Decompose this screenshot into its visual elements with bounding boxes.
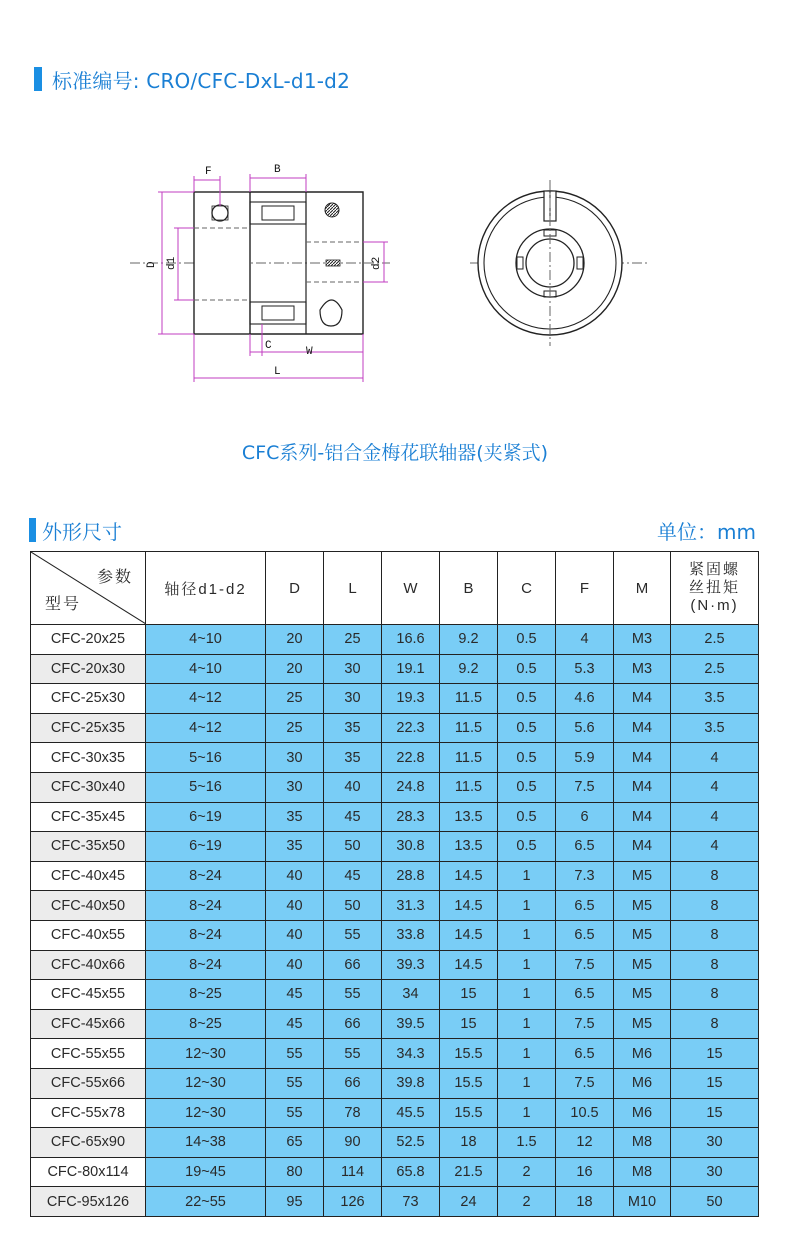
table-row [31,802,759,832]
section-title: 外形尺寸 [42,519,122,544]
table-cell: 80 [266,1157,324,1187]
table-cell: 22.3 [382,713,440,743]
table-cell: 15 [671,1098,759,1128]
table-cell: 1 [498,1039,556,1069]
model-cell: CFC-35x50 [31,832,146,862]
table-cell: 1 [498,980,556,1010]
header-cell: 轴径d1-d2 [146,552,266,625]
model-cell: CFC-65x90 [31,1128,146,1158]
table-row [31,1009,759,1039]
table-cell: 14.5 [440,920,498,950]
table-cell: 34 [382,980,440,1010]
table-row [31,654,759,684]
header-cell: F [556,552,614,625]
table-cell: 3.5 [671,713,759,743]
table-cell: 11.5 [440,772,498,802]
model-cell: CFC-80x114 [31,1157,146,1187]
table-cell: 30 [671,1157,759,1187]
table-cell: 40 [266,920,324,950]
header-cell: L [324,552,382,625]
table-cell: 0.5 [498,832,556,862]
table-cell: 31.3 [382,891,440,921]
table-cell: 66 [324,1068,382,1098]
header-cell: D [266,552,324,625]
header-cell: B [440,552,498,625]
table-cell: 14.5 [440,891,498,921]
table-cell: 12~30 [146,1098,266,1128]
table-cell: 12~30 [146,1068,266,1098]
table-cell: 8 [671,920,759,950]
model-cell: CFC-20x25 [31,625,146,655]
table-row [31,891,759,921]
model-cell: CFC-40x55 [31,920,146,950]
table-row [31,625,759,655]
dimension-table [30,551,759,1217]
table-cell: 40 [266,891,324,921]
table-row [31,1157,759,1187]
model-cell: CFC-55x66 [31,1068,146,1098]
table-cell: 35 [266,802,324,832]
table-cell: 0.5 [498,802,556,832]
table-cell: 1 [498,861,556,891]
table-cell: 2.5 [671,625,759,655]
table-cell: 19.1 [382,654,440,684]
table-cell: 8 [671,950,759,980]
table-cell: M6 [614,1098,671,1128]
table-cell: 21.5 [440,1157,498,1187]
table-cell: 66 [324,950,382,980]
table-cell: 5.9 [556,743,614,773]
table-cell: 18 [440,1128,498,1158]
table-cell: 4~10 [146,654,266,684]
table-row [31,713,759,743]
table-cell: 25 [266,684,324,714]
table-cell: 39.5 [382,1009,440,1039]
table-row [31,1128,759,1158]
table-cell: 25 [324,625,382,655]
table-cell: 65 [266,1128,324,1158]
table-cell: 1.5 [498,1128,556,1158]
table-cell: 90 [324,1128,382,1158]
table-row [31,1039,759,1069]
table-cell: 55 [266,1039,324,1069]
table-cell: 14.5 [440,861,498,891]
table-cell: 33.8 [382,920,440,950]
table-cell: 2 [498,1157,556,1187]
table-cell: 8~24 [146,920,266,950]
table-cell: 15.5 [440,1068,498,1098]
table-cell: 39.3 [382,950,440,980]
table-cell: 30.8 [382,832,440,862]
table-row [31,920,759,950]
table-cell: 35 [266,832,324,862]
table-cell: 1 [498,1098,556,1128]
table-cell: M4 [614,832,671,862]
table-cell: 24.8 [382,772,440,802]
table-cell: 24 [440,1187,498,1217]
table-cell: 55 [266,1098,324,1128]
section-header [29,515,756,545]
table-cell: 126 [324,1187,382,1217]
table-cell: 4 [671,743,759,773]
table-cell: 55 [324,920,382,950]
table-cell: 15 [440,1009,498,1039]
table-cell: 1 [498,891,556,921]
table-cell: M8 [614,1157,671,1187]
model-cell: CFC-95x126 [31,1187,146,1217]
model-cell: CFC-55x55 [31,1039,146,1069]
model-cell: CFC-30x40 [31,772,146,802]
table-cell: 52.5 [382,1128,440,1158]
table-cell: 19~45 [146,1157,266,1187]
dim-label-b: B [274,164,281,176]
table-cell: 4 [671,802,759,832]
table-cell: 39.8 [382,1068,440,1098]
table-cell: 45 [324,861,382,891]
table-cell: M5 [614,1009,671,1039]
model-cell: CFC-30x35 [31,743,146,773]
table-cell: 4~12 [146,713,266,743]
table-cell: 50 [324,832,382,862]
table-cell: 6.5 [556,920,614,950]
table-cell: M10 [614,1187,671,1217]
table-cell: 1 [498,1009,556,1039]
technical-drawing [120,150,660,390]
table-cell: M5 [614,950,671,980]
dim-label-c: C [265,340,272,352]
table-cell: 20 [266,654,324,684]
table-cell: 15 [440,980,498,1010]
table-cell: 22~55 [146,1187,266,1217]
table-cell: 6.5 [556,980,614,1010]
standard-number [34,66,350,92]
table-cell: 8 [671,1009,759,1039]
table-cell: 25 [266,713,324,743]
model-cell: CFC-35x45 [31,802,146,832]
table-cell: 8~25 [146,980,266,1010]
table-cell: M4 [614,713,671,743]
table-cell: 35 [324,743,382,773]
table-cell: 40 [324,772,382,802]
table-cell: 15.5 [440,1039,498,1069]
table-row [31,950,759,980]
table-cell: M5 [614,861,671,891]
table-cell: 18 [556,1187,614,1217]
accent-bar [34,67,42,91]
table-cell: 19.3 [382,684,440,714]
torque-line: 紧固螺 [688,561,740,578]
header-params: 参数 [96,569,133,586]
table-cell: 50 [671,1187,759,1217]
model-cell: CFC-45x55 [31,980,146,1010]
table-cell: 1 [498,920,556,950]
table-cell: M4 [614,772,671,802]
table-cell: 95 [266,1187,324,1217]
table-cell: M6 [614,1039,671,1069]
table-cell: 50 [324,891,382,921]
table-cell: 40 [266,861,324,891]
table-cell: 8~25 [146,1009,266,1039]
table-row [31,832,759,862]
table-cell: 2.5 [671,654,759,684]
table-cell: 6 [556,802,614,832]
table-cell: 4.6 [556,684,614,714]
table-cell: 6~19 [146,802,266,832]
table-cell: 12~30 [146,1039,266,1069]
table-cell: 7.5 [556,1068,614,1098]
table-cell: 30 [266,743,324,773]
table-cell: 1 [498,950,556,980]
table-cell: 2 [498,1187,556,1217]
table-cell: 22.8 [382,743,440,773]
table-cell: 6.5 [556,832,614,862]
table-cell: 34.3 [382,1039,440,1069]
table-cell: 5~16 [146,772,266,802]
table-cell: 5.6 [556,713,614,743]
model-cell: CFC-55x78 [31,1098,146,1128]
table-cell: 45 [266,1009,324,1039]
model-cell: CFC-40x50 [31,891,146,921]
table-cell: 65.8 [382,1157,440,1187]
table-cell: M4 [614,743,671,773]
table-cell: 11.5 [440,684,498,714]
table-cell: M5 [614,891,671,921]
header-torque [671,552,759,625]
table-cell: 55 [266,1068,324,1098]
table-row [31,1098,759,1128]
table-cell: 7.3 [556,861,614,891]
table-cell: M4 [614,802,671,832]
table-cell: 35 [324,713,382,743]
table-cell: 8~24 [146,861,266,891]
table-cell: 0.5 [498,743,556,773]
figure-caption: CFC系列-铝合金梅花联轴器(夹紧式) [241,442,549,464]
table-cell: 55 [324,980,382,1010]
torque-line: (N·m) [690,597,739,614]
table-cell: 0.5 [498,772,556,802]
standard-label: 标准编号: CRO/CFC-DxL-d1-d2 [52,68,350,93]
table-cell: 14~38 [146,1128,266,1158]
table-cell: 30 [324,654,382,684]
table-cell: 13.5 [440,832,498,862]
table-cell: 0.5 [498,684,556,714]
table-cell: 40 [266,950,324,980]
table-row [31,1068,759,1098]
table-cell: 16.6 [382,625,440,655]
header-cell: W [382,552,440,625]
table-cell: 6~19 [146,832,266,862]
table-cell: 4 [671,772,759,802]
table-cell: 0.5 [498,625,556,655]
table-cell: 4 [671,832,759,862]
table-cell: 6.5 [556,891,614,921]
model-cell: CFC-25x35 [31,713,146,743]
table-cell: 10.5 [556,1098,614,1128]
model-cell: CFC-40x66 [31,950,146,980]
table-cell: 3.5 [671,684,759,714]
dim-label-d2: d2 [371,256,383,270]
table-cell: 9.2 [440,625,498,655]
table-cell: M8 [614,1128,671,1158]
table-cell: 55 [324,1039,382,1069]
table-cell: M3 [614,625,671,655]
table-row [31,743,759,773]
table-cell: 8 [671,861,759,891]
table-cell: 7.5 [556,772,614,802]
table-cell: 15 [671,1068,759,1098]
dim-label-d: D [146,261,158,268]
table-cell: 4~10 [146,625,266,655]
table-cell: 20 [266,625,324,655]
dim-label-f: F [205,166,212,178]
table-cell: 0.5 [498,654,556,684]
table-cell: 8~24 [146,950,266,980]
table-row [31,980,759,1010]
table-cell: 5.3 [556,654,614,684]
table-cell: M6 [614,1068,671,1098]
table-cell: 30 [671,1128,759,1158]
table-cell: 45.5 [382,1098,440,1128]
table-cell: 8 [671,980,759,1010]
table-cell: 45 [266,980,324,1010]
table-cell: M3 [614,654,671,684]
table-cell: 73 [382,1187,440,1217]
table-cell: 16 [556,1157,614,1187]
table-row [31,1187,759,1217]
table-cell: M4 [614,684,671,714]
header-corner [31,552,146,625]
table-row [31,684,759,714]
header-cell: M [614,552,671,625]
torque-line: 丝扭矩 [688,579,740,596]
table-cell: 66 [324,1009,382,1039]
table-cell: 8 [671,891,759,921]
table-cell: 9.2 [440,654,498,684]
table-header-row [31,552,759,625]
table-cell: 8~24 [146,891,266,921]
table-row [31,772,759,802]
table-cell: 5~16 [146,743,266,773]
table-cell: 4~12 [146,684,266,714]
unit-label: 单位：mm [657,519,756,544]
dim-label-w: W [306,346,313,358]
model-cell: CFC-20x30 [31,654,146,684]
table-cell: 12 [556,1128,614,1158]
table-cell: 0.5 [498,713,556,743]
header-cell: C [498,552,556,625]
table-cell: M5 [614,920,671,950]
model-cell: CFC-25x30 [31,684,146,714]
table-cell: 1 [498,1068,556,1098]
table-cell: 15.5 [440,1098,498,1128]
table-cell: 28.8 [382,861,440,891]
table-cell: 11.5 [440,713,498,743]
model-cell: CFC-40x45 [31,861,146,891]
table-cell: 4 [556,625,614,655]
table-cell: 15 [671,1039,759,1069]
table-cell: M5 [614,980,671,1010]
table-cell: 13.5 [440,802,498,832]
table-cell: 114 [324,1157,382,1187]
table-cell: 7.5 [556,950,614,980]
table-cell: 30 [324,684,382,714]
table-cell: 30 [266,772,324,802]
table-cell: 7.5 [556,1009,614,1039]
table-cell: 28.3 [382,802,440,832]
table-row [31,861,759,891]
model-cell: CFC-45x66 [31,1009,146,1039]
table-cell: 14.5 [440,950,498,980]
dim-label-d1: d1 [166,256,178,270]
table-cell: 78 [324,1098,382,1128]
table-cell: 6.5 [556,1039,614,1069]
dim-label-l: L [274,366,281,378]
table-cell: 11.5 [440,743,498,773]
table-cell: 45 [324,802,382,832]
accent-bar [29,518,36,542]
header-model: 型号 [45,596,82,613]
